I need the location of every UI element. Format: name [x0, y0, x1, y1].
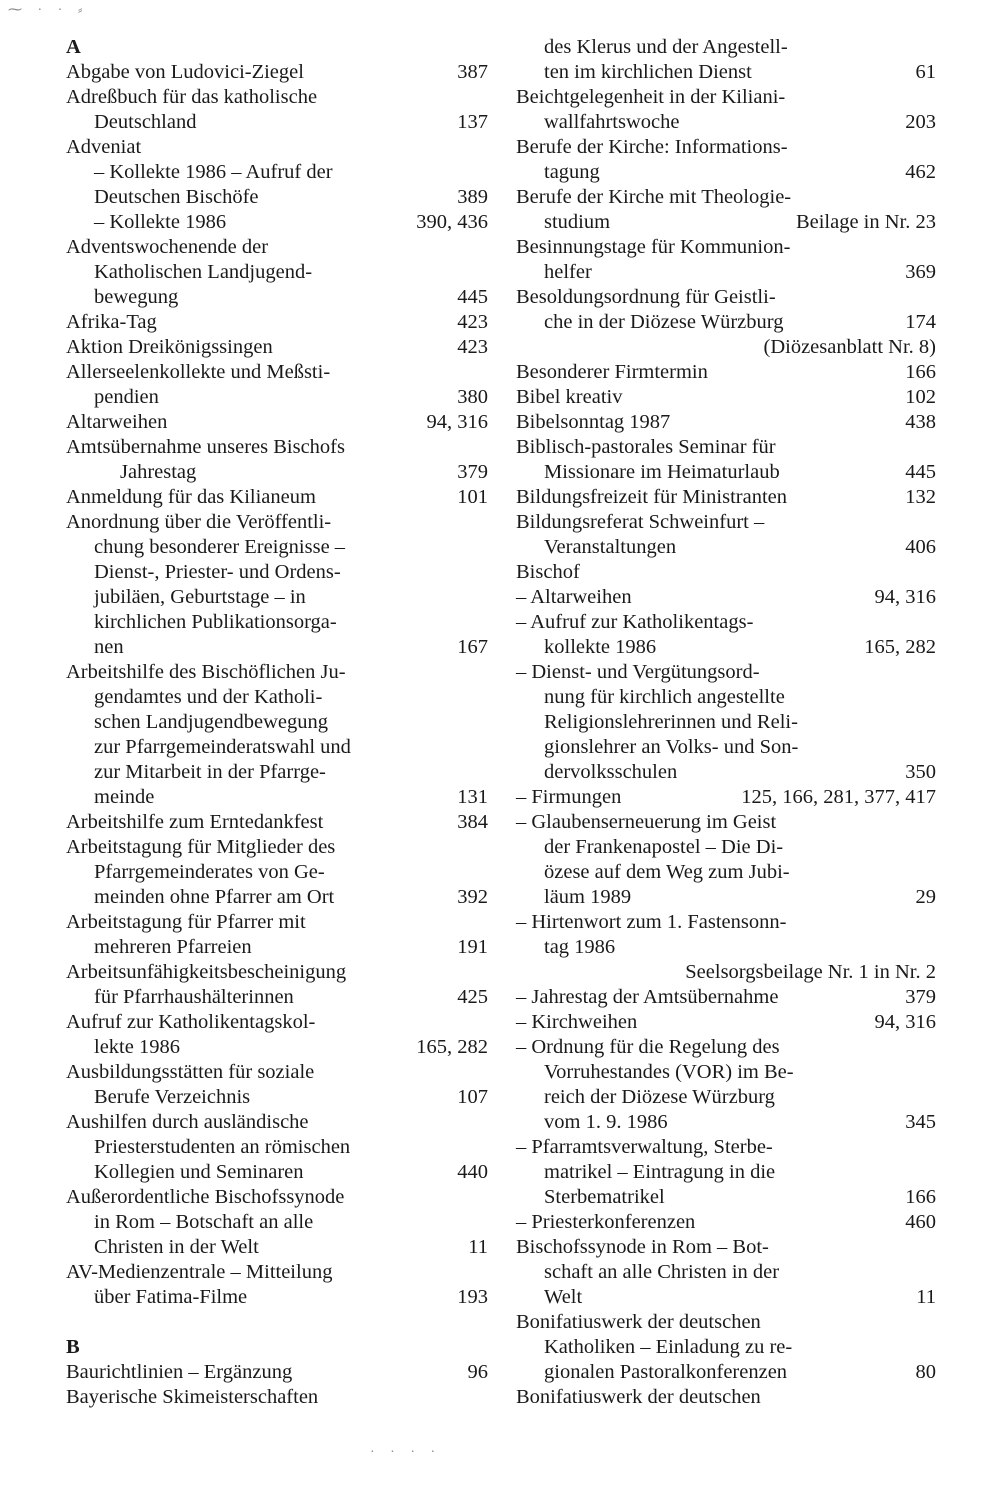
- index-entry-line: [516, 860, 936, 885]
- entry-text: Katholiken – Einladung zu re-: [544, 1336, 793, 1358]
- page-reference: 11: [916, 1286, 936, 1308]
- index-entry-line: [516, 985, 936, 1010]
- entry-text: Pfarrgemeinderates von Ge-: [94, 861, 325, 883]
- entry-text: AV-Medienzentrale – Mitteilung: [66, 1261, 333, 1283]
- index-entry-line: [66, 1260, 488, 1285]
- entry-text: meinden ohne Pfarrer am Ort: [94, 886, 335, 908]
- page-reference: 390, 436: [416, 211, 488, 233]
- index-entry-line: [66, 685, 488, 710]
- index-entry-line: [516, 285, 936, 310]
- entry-text: Abgabe von Ludovici-Ziegel: [66, 61, 304, 83]
- index-entry-line: [66, 285, 488, 310]
- index-entry-line: [516, 635, 936, 660]
- index-entry-line: [66, 560, 488, 585]
- page-reference: 462: [905, 161, 936, 183]
- page-reference: 423: [457, 336, 488, 358]
- index-entry-line: [66, 810, 488, 835]
- index-entry-line: [516, 460, 936, 485]
- index-entry-line: [516, 435, 936, 460]
- entry-text: – Dienst- und Vergütungsord-: [516, 661, 760, 683]
- entry-text: Besinnungstage für Kommunion-: [516, 236, 791, 258]
- entry-text: B: [66, 1336, 80, 1358]
- entry-text: pendien: [94, 386, 159, 408]
- entry-text: Aktion Dreikönigssingen: [66, 336, 273, 358]
- entry-text: Dienst-, Priester- und Ordens-: [94, 561, 341, 583]
- page-reference: 350: [905, 761, 936, 783]
- entry-text: kollekte 1986: [544, 636, 657, 658]
- entry-text: helfer: [544, 261, 592, 283]
- entry-text: Biblisch-pastorales Seminar für: [516, 436, 776, 458]
- page-reference: 425: [457, 986, 488, 1008]
- entry-text: – Firmungen: [516, 786, 622, 808]
- index-entry-line: [66, 310, 488, 335]
- entry-text: kirchlichen Publikationsorga-: [94, 611, 337, 633]
- index-entry-line: [66, 435, 488, 460]
- entry-text: schen Landjugendbewegung: [94, 711, 328, 733]
- index-entry-line: [516, 1310, 936, 1335]
- index-entry-line: [516, 885, 936, 910]
- index-entry-line: [516, 260, 936, 285]
- page-reference: 379: [457, 461, 488, 483]
- index-entry-line: [516, 135, 936, 160]
- index-entry-line: [66, 135, 488, 160]
- page-reference: 80: [915, 1361, 936, 1383]
- index-entry-line: [516, 910, 936, 935]
- page-reference: 125, 166, 281, 377, 417: [741, 786, 936, 808]
- index-entry-line: [516, 1210, 936, 1235]
- entry-text: Arbeitsunfähigkeitsbescheinigung: [66, 961, 347, 983]
- index-entry-line: [516, 835, 936, 860]
- entry-text: studium: [544, 211, 611, 233]
- index-entry-line: [66, 1110, 488, 1135]
- entry-text: Religionslehrerinnen und Reli-: [544, 711, 798, 733]
- entry-text: gionslehrer an Volks- und Son-: [544, 736, 799, 758]
- section-letter: [66, 1335, 488, 1360]
- index-entry-line: [66, 1060, 488, 1085]
- entry-text: (Diözesanblatt Nr. 8): [763, 336, 936, 358]
- index-entry-line: [66, 935, 488, 960]
- entry-text: Bibelsonntag 1987: [516, 411, 671, 433]
- index-entry-line: [66, 785, 488, 810]
- index-entry-line: [516, 710, 936, 735]
- page-reference: Beilage in Nr. 23: [795, 211, 936, 233]
- section-gap: [66, 1310, 488, 1335]
- index-entry-line: [516, 1060, 936, 1085]
- entry-text: – Ordnung für die Regelung des: [516, 1036, 780, 1058]
- index-entry-line: [516, 1260, 936, 1285]
- entry-text: Arbeitshilfe zum Erntedankfest: [66, 811, 324, 833]
- page-reference: 94, 316: [874, 1011, 936, 1033]
- entry-text: nen: [94, 636, 124, 658]
- entry-text: nung für kirchlich angestellte: [544, 686, 785, 708]
- entry-text: Berufe Verzeichnis: [94, 1086, 251, 1108]
- entry-text: läum 1989: [544, 886, 632, 908]
- entry-text: wallfahrtswoche: [544, 111, 680, 133]
- entry-text: Seelsorgsbeilage Nr. 1 in Nr. 2: [685, 961, 936, 983]
- entry-text: Afrika-Tag: [66, 311, 157, 333]
- entry-text: Vorruhestandes (VOR) im Be-: [544, 1061, 794, 1083]
- index-entry-line: [516, 1185, 936, 1210]
- section-letter: [66, 35, 488, 60]
- entry-text: – Aufruf zur Katholikentags-: [516, 611, 754, 633]
- index-entry-line: [516, 1360, 936, 1385]
- entry-text: che in der Diözese Würzburg: [544, 311, 784, 333]
- entry-text: Altarweihen: [66, 411, 168, 433]
- entry-text: Deutschland: [94, 111, 197, 133]
- page-reference: 406: [905, 536, 936, 558]
- index-entry-line: [66, 660, 488, 685]
- entry-text: Veranstaltungen: [544, 536, 677, 558]
- entry-text: Baurichtlinien – Ergänzung: [66, 1361, 293, 1383]
- index-entry-line: [516, 560, 936, 585]
- entry-text: Jahrestag: [120, 461, 197, 483]
- index-entry-line: [516, 1385, 936, 1410]
- index-entry-line: [516, 185, 936, 210]
- entry-text: Missionare im Heimaturlaub: [544, 461, 780, 483]
- entry-text: meinde: [94, 786, 155, 808]
- index-entry-line: [66, 985, 488, 1010]
- entry-text: schaft an alle Christen in der: [544, 1261, 780, 1283]
- entry-text: des Klerus und der Angestell-: [544, 36, 788, 58]
- index-entry-line: [516, 1335, 936, 1360]
- entry-text: lekte 1986: [94, 1036, 180, 1058]
- page-reference: 445: [905, 461, 936, 483]
- index-entry-line: [66, 760, 488, 785]
- index-entry-line: [516, 1235, 936, 1260]
- page-reference: 167: [457, 636, 488, 658]
- page-reference: 165, 282: [864, 636, 936, 658]
- index-entry-line: [516, 785, 936, 810]
- index-entry-line: [66, 1010, 488, 1035]
- entry-text: – Kirchweihen: [516, 1011, 638, 1033]
- entry-text: Katholischen Landjugend-: [94, 261, 313, 283]
- page-reference: 102: [905, 386, 936, 408]
- page-reference: 29: [915, 886, 936, 908]
- index-entry-line: [516, 1010, 936, 1035]
- index-entry-line: [66, 635, 488, 660]
- entry-text: tagung: [544, 161, 600, 183]
- index-entry-line: [66, 510, 488, 535]
- entry-text: Bischof: [516, 561, 580, 583]
- index-entry-line: [66, 960, 488, 985]
- entry-text: über Fatima-Filme: [94, 1286, 248, 1308]
- entry-text: bewegung: [94, 286, 179, 308]
- entry-text: Kollegien und Seminaren: [94, 1161, 304, 1183]
- index-entry-line: [66, 485, 488, 510]
- page-reference: 101: [457, 486, 488, 508]
- entry-text: Bonifatiuswerk der deutschen: [516, 1311, 761, 1333]
- index-entry-line: [66, 1035, 488, 1060]
- page-reference: 423: [457, 311, 488, 333]
- entry-text: Adventswochenende der: [66, 236, 269, 258]
- entry-text: – Jahrestag der Amtsübernahme: [516, 986, 779, 1008]
- index-entry-line: [66, 1085, 488, 1110]
- index-entry-line: [516, 535, 936, 560]
- entry-text: Besonderer Firmtermin: [516, 361, 708, 383]
- entry-text: Außerordentliche Bischofssynode: [66, 1186, 345, 1208]
- index-entry-line: [516, 585, 936, 610]
- entry-text: chung besonderer Ereignisse –: [94, 536, 346, 558]
- page-reference: 132: [905, 486, 936, 508]
- index-entry-line: [516, 160, 936, 185]
- page-reference: 137: [457, 111, 488, 133]
- index-entry-line: [66, 1235, 488, 1260]
- entry-text: für Pfarrhaushälterinnen: [94, 986, 294, 1008]
- index-entry-line: [516, 110, 936, 135]
- page-reference: 440: [457, 1161, 488, 1183]
- page-reference: 392: [457, 886, 488, 908]
- page-reference: 380: [457, 386, 488, 408]
- index-entry-line: [66, 1385, 488, 1410]
- index-entry-line: [66, 1360, 488, 1385]
- entry-text: Priesterstudenten an römischen: [94, 1136, 351, 1158]
- index-entry-line: [66, 1160, 488, 1185]
- entry-text: A: [66, 36, 81, 58]
- index-entry-line: [516, 1135, 936, 1160]
- index-entry-line: [66, 735, 488, 760]
- page-reference: 94, 316: [426, 411, 488, 433]
- page-reference: 107: [457, 1086, 488, 1108]
- page-reference: 345: [905, 1111, 936, 1133]
- index-entry-line: [516, 85, 936, 110]
- index-entry-line: [66, 410, 488, 435]
- page-reference: 460: [905, 1211, 936, 1233]
- index-entry-line: [516, 360, 936, 385]
- entry-text: Bischofssynode in Rom – Bot-: [516, 1236, 769, 1258]
- entry-text: Adreßbuch für das katholische: [66, 86, 318, 108]
- entry-text: Beichtgelegenheit in der Kiliani-: [516, 86, 786, 108]
- index-entry-line: [66, 160, 488, 185]
- page-reference: 369: [905, 261, 936, 283]
- page-reference: 131: [457, 786, 488, 808]
- entry-text: Welt: [544, 1286, 583, 1308]
- index-entry-line: [66, 260, 488, 285]
- entry-text: Bildungsfreizeit für Ministranten: [516, 486, 787, 508]
- page-reference: 96: [467, 1361, 488, 1383]
- index-entry-line: [516, 335, 936, 360]
- entry-text: in Rom – Botschaft an alle: [94, 1211, 314, 1233]
- index-entry-line: [516, 1110, 936, 1135]
- scan-smudge-top: ⁓ · · ⸗: [8, 3, 89, 18]
- index-entry-line: [66, 835, 488, 860]
- entry-text: Arbeitstagung für Pfarrer mit: [66, 911, 306, 933]
- entry-text: Berufe der Kirche mit Theologie-: [516, 186, 792, 208]
- index-entry-line: [66, 585, 488, 610]
- index-entry-line: [66, 60, 488, 85]
- index-entry-line: [66, 185, 488, 210]
- entry-text: zur Pfarrgemeinderatswahl und: [94, 736, 351, 758]
- entry-text: Bonifatiuswerk der deutschen: [516, 1386, 761, 1408]
- index-entry-line: [516, 235, 936, 260]
- page-reference: 191: [457, 936, 488, 958]
- entry-text: Christen in der Welt: [94, 1236, 259, 1258]
- index-entry-line: [516, 410, 936, 435]
- entry-text: Aushilfen durch ausländische: [66, 1111, 309, 1133]
- page-reference: 94, 316: [874, 586, 936, 608]
- index-entry-line: [516, 610, 936, 635]
- index-entry-line: [516, 310, 936, 335]
- entry-text: Adveniat: [66, 136, 142, 158]
- entry-text: zur Mitarbeit in der Pfarrge-: [94, 761, 326, 783]
- page-reference: 165, 282: [416, 1036, 488, 1058]
- scan-smudge-bottom: · · · ·: [370, 1445, 442, 1460]
- entry-text: Arbeitshilfe des Bischöflichen Ju-: [66, 661, 346, 683]
- index-entry-line: [516, 1085, 936, 1110]
- page-reference: 11: [468, 1236, 488, 1258]
- index-entry-line: [516, 935, 936, 960]
- index-entry-line: [66, 710, 488, 735]
- page-reference: 166: [905, 361, 936, 383]
- entry-text: Amtsübernahme unseres Bischofs: [66, 436, 345, 458]
- index-entry-line: [66, 610, 488, 635]
- index-entry-line: [66, 360, 488, 385]
- entry-text: ten im kirchlichen Dienst: [544, 61, 752, 83]
- index-column-right: [516, 35, 936, 1410]
- entry-text: Bildungsreferat Schweinfurt –: [516, 511, 765, 533]
- index-entry-line: [516, 960, 936, 985]
- index-entry-line: [66, 460, 488, 485]
- page-reference: 61: [915, 61, 936, 83]
- index-entry-line: [516, 760, 936, 785]
- entry-text: Deutschen Bischöfe: [94, 186, 259, 208]
- entry-text: Aufruf zur Katholikentagskol-: [66, 1011, 316, 1033]
- entry-text: der Frankenapostel – Die Di-: [544, 836, 784, 858]
- index-entry-line: [66, 385, 488, 410]
- entry-text: – Kollekte 1986: [94, 211, 227, 233]
- entry-text: matrikel – Eintragung in die: [544, 1161, 776, 1183]
- page-reference: 166: [905, 1186, 936, 1208]
- entry-text: dervolksschulen: [544, 761, 678, 783]
- entry-text: tag 1986: [544, 936, 616, 958]
- index-entry-line: [516, 210, 936, 235]
- entry-text: Bibel kreativ: [516, 386, 623, 408]
- page-reference: 193: [457, 1286, 488, 1308]
- entry-text: – Kollekte 1986 – Aufruf der: [94, 161, 333, 183]
- entry-text: – Priesterkonferenzen: [516, 1211, 696, 1233]
- index-entry-line: [66, 910, 488, 935]
- index-entry-line: [66, 535, 488, 560]
- entry-text: – Altarweihen: [516, 586, 632, 608]
- page-reference: 445: [457, 286, 488, 308]
- entry-text: – Hirtenwort zum 1. Fastensonn-: [516, 911, 787, 933]
- entry-text: – Pfarramtsverwaltung, Sterbe-: [516, 1136, 773, 1158]
- page-reference: 203: [905, 111, 936, 133]
- index-entry-line: [66, 110, 488, 135]
- index-entry-line: [66, 1285, 488, 1310]
- entry-text: özese auf dem Weg zum Jubi-: [544, 861, 790, 883]
- entry-text: Anordnung über die Veröffentli-: [66, 511, 332, 533]
- page-reference: 438: [905, 411, 936, 433]
- page-reference: 384: [457, 811, 488, 833]
- index-entry-line: [516, 810, 936, 835]
- index-entry-line: [516, 485, 936, 510]
- index-entry-line: [66, 335, 488, 360]
- entry-text: Arbeitstagung für Mitglieder des: [66, 836, 336, 858]
- index-entry-line: [66, 860, 488, 885]
- index-entry-line: [66, 1210, 488, 1235]
- entry-text: reich der Diözese Würzburg: [544, 1086, 775, 1108]
- page-reference: 387: [457, 61, 488, 83]
- index-entry-line: [516, 1160, 936, 1185]
- index-entry-line: [516, 60, 936, 85]
- entry-text: gionalen Pastoralkonferenzen: [544, 1361, 788, 1383]
- index-entry-line: [66, 85, 488, 110]
- index-entry-line: [516, 660, 936, 685]
- entry-text: – Glaubenserneuerung im Geist: [516, 811, 777, 833]
- entry-text: Ausbildungsstätten für soziale: [66, 1061, 315, 1083]
- index-entry-line: [516, 510, 936, 535]
- page-reference: 174: [905, 311, 936, 333]
- entry-text: Berufe der Kirche: Informations-: [516, 136, 788, 158]
- index-entry-line: [516, 685, 936, 710]
- index-entry-line: [516, 735, 936, 760]
- index-entry-line: [66, 210, 488, 235]
- index-entry-line: [66, 885, 488, 910]
- entry-text: vom 1. 9. 1986: [544, 1111, 668, 1133]
- index-entry-line: [516, 1285, 936, 1310]
- entry-text: Bayerische Skimeisterschaften: [66, 1386, 319, 1408]
- index-entry-line: [66, 1185, 488, 1210]
- index-entry-line: [516, 35, 936, 60]
- page-reference: 379: [905, 986, 936, 1008]
- entry-text: jubiläen, Geburtstage – in: [94, 586, 306, 608]
- entry-text: Allerseelenkollekte und Meßsti-: [66, 361, 331, 383]
- entry-text: Sterbematrikel: [544, 1186, 665, 1208]
- index-entry-line: [66, 1135, 488, 1160]
- entry-text: Anmeldung für das Kilianeum: [66, 486, 316, 508]
- entry-text: mehreren Pfarreien: [94, 936, 252, 958]
- index-entry-line: [516, 1035, 936, 1060]
- index-column-left: [66, 35, 488, 1410]
- index-entry-line: [66, 235, 488, 260]
- entry-text: Besoldungsordnung für Geistli-: [516, 286, 776, 308]
- entry-text: gendamtes und der Katholi-: [94, 686, 323, 708]
- page-reference: 389: [457, 186, 488, 208]
- index-entry-line: [516, 385, 936, 410]
